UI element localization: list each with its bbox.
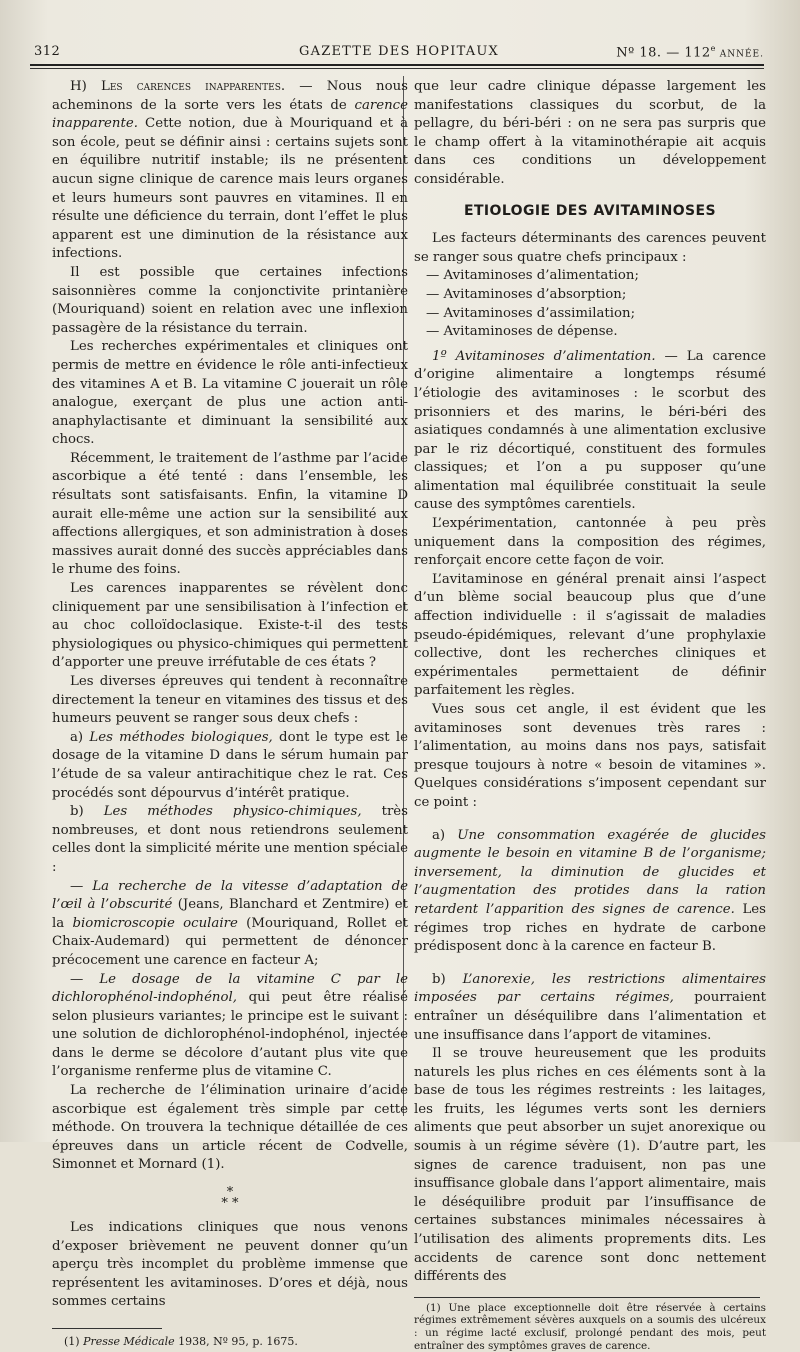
paragraph: La recherche de l’élimination urinaire d’acide ascorbique est également très simple par cette méthode. On trouvera la technique détaillée de ces épreuves dans un article récent de Codvelle, Simonnet et Mornard (1).: [52, 1083, 408, 1173]
paragraph-methodes-biologiques: [52, 729, 408, 803]
section-asterism: [52, 1185, 408, 1212]
emphasis: La recherche de la vitesse d’adaptation de l’œil à l’obscurité: [52, 878, 408, 913]
footnote: [52, 1335, 408, 1348]
paragraph: Les facteurs déterminants des carences peuvent se ranger sous quatre chefs principaux :: [414, 231, 766, 265]
emphasis: Presse Médicale: [83, 1335, 175, 1348]
paragraph-anorexie: [414, 971, 766, 1045]
paragraph: L’expérimentation, cantonnée à peu près uniquement dans la composition des régimes, renforçait encore cette façon de voir.: [414, 516, 766, 569]
text-run: Cette notion, due à Mouriquand et à son école, peut se définir ainsi : certains sujets sont en équilibre nutritif instable; ils ne présentent aucun signe clinique de carence mais leurs organes et leurs humeurs sont pauvres en vitamines. Il en résulte une déficience du terrain, dont l’effet le plus apparent est une diminution de la résistance aux infections.: [52, 116, 408, 262]
paragraph: Les carences inapparentes se révèlent donc cliniquement par une sensibilisation à l’infection et au choc colloïdoclasique. Existe-t-il des tests physiologiques ou physico-chimiques qui permettent d’apporter une preuve irréfutable de ces états ?: [52, 581, 408, 671]
text-run: a): [432, 827, 458, 843]
paragraph: Il se trouve heureusement que les produits naturels les plus riches en ces éléments sont à la base de tous les régimes restreints : les laitages, les fruits, les légumes verts sont les derniers aliments que peut absorber un sujet anorexique ou soumis à un régime sévère (1). D’autre part, les signes de carence traduisent, non pas une insuffisance globale dans l’apport alimentaire, mais le déséquilibre produit par l’insuffisance de certaines substances minimales nécessaires à l’utilisation des aliments proprements dits. Les accidents de carence sont donc nettement différents des: [414, 1046, 766, 1285]
paragraph: Il est possible que certaines infections saisonnières comme la conjonctivite printanière (Mouriquand) soient en relation avec une inflexion passagère de la résistance du terrain.: [52, 264, 408, 336]
text-run: a): [70, 729, 90, 745]
issue-sup: e: [710, 44, 716, 53]
issue-volume: — 112: [661, 45, 711, 61]
emphasis: L’anorexie, les restrictions alimentaires imposées par certains régimes,: [414, 971, 766, 1006]
text-run: qui peut être réalisé selon plusieurs variantes; le principe est le suivant : une solution de dichlorophénol-indophénol, injectée dans le derme se décolore d’autant plus vite que l’organisme renferme plus de vitamine C.: [52, 990, 408, 1080]
text-run: —: [70, 878, 93, 894]
issue-year-label: ANNÉE.: [715, 49, 764, 60]
paragraph: L’avitaminose en général prenait ainsi l’aspect d’un blème social beaucoup plus que d’une affection individuelle : il s’agissait de maladies pseudo-épidémiques, relevant d’une prophylaxie collective, dont les recherches cliniques et expérimentales permettaient de définir parfaitement les règles.: [414, 571, 766, 699]
text-run: (Jeans, Blanchard et Zentmire) et la: [52, 897, 408, 931]
footnote-rule: [414, 1297, 760, 1298]
right-column: [414, 78, 766, 1352]
text-run: 1938, Nº 95, p. 1675.: [174, 1335, 298, 1348]
list-item: — Avitaminoses d’absorption;: [426, 286, 627, 302]
left-column: [52, 78, 408, 1348]
paragraph-adaptation-oeil: [52, 878, 408, 971]
list-item: — Avitaminoses d’alimentation;: [426, 268, 639, 284]
text-run: pourraient entraîner un déséquilibre dans l’alimentation et une insuffisance dans l’apport de vitamines.: [414, 990, 767, 1043]
emphasis: carence inapparente.: [52, 97, 408, 132]
emphasis: Les méthodes biologiques,: [89, 729, 273, 745]
emphasis: Une consommation exagérée de glucides augmente le besoin en vitamine B de l’organisme; inversement, la diminution de glucides et l’augmentation des protides dans la ration retardent l’apparition des signes de carence.: [414, 827, 767, 917]
paragraph-methodes-physico-chimiques: [52, 803, 408, 877]
footnote-rule: [52, 1328, 162, 1329]
paragraph: Vues sous cet angle, il est évident que les avitaminoses sont devenues très rares : l’alimentation, au moins dans nos pays, satisfait presque toujours à notre « besoin de vitamines ». Quelques considérations s’imposent cependant sur ce point :: [414, 702, 766, 810]
text-run: — La carence d’origine alimentaire a longtemps résumé l’étiologie des avitaminoses : le scorbut des prisonniers et des marins, le béri-béri des asiatiques condamnés à une alimentation exclusive par le riz décortiqué, constituent des formules classiques; et l’on a pu supposer qu’une alimentation mal équilibrée constituait la seule cause des symptômes carentiels.: [414, 348, 767, 513]
asterism-top: *: [226, 1185, 234, 1201]
section-label: H) Les carences inapparentes.: [70, 79, 286, 94]
list-item: — Avitaminoses d’assimilation;: [426, 305, 636, 321]
paragraph: Récemment, le traitement de l’asthme par l’acide ascorbique a été tenté : dans l’ensemble, les résultats sont satisfaisants. Enfin, la vitamine D aurait elle-même une action sur la sensibilité aux affections allergiques, et son administration à doses massives aurait donné des succès appréciables dans le rhume des foins.: [52, 450, 408, 578]
text-run: dont le type est le dosage de la vitamine D dans le sérum humain par l’étude de sa valeur antirachitique chez le rat. Ces procédés sont dépourvus d’intérêt pratique.: [52, 729, 409, 801]
emphasis: biomicroscopie oculaire: [72, 915, 238, 931]
paragraph: Les recherches expérimentales et cliniques ont permis de mettre en évidence le rôle anti-infectieux des vitamines A et B. La vitamine C jouerait un rôle analogue, exerçant de plus une action anti-anaphylactisante et diminuant la sensibilité aux chocs.: [52, 339, 408, 448]
text-run: — Nous nous acheminons de la sorte vers les états de: [52, 79, 408, 113]
journal-title: GAZETTE DES HOPITAUX: [299, 44, 499, 59]
emphasis: Les méthodes physico-chimiques,: [103, 804, 362, 820]
paragraph-carences-inapparentes: [52, 78, 408, 264]
footnote: (1) Une place exceptionnelle doit être réservée à certains régimes extrêmement sévères auxquels on a soumis des ulcéreux : un régime lacté exclusif, prolongé pendant des mois, peut entraîner des symptômes graves de carence.: [414, 1301, 766, 1352]
emphasis: 1º Avitaminoses d’alimentation.: [432, 348, 656, 364]
paragraph-dosage-vitamine-c: [52, 971, 408, 1083]
section-heading: ETIOLOGIE DES AVITAMINOSES: [464, 202, 716, 219]
issue-number: Nº 18.: [616, 45, 662, 61]
text-run: Les régimes trop riches en hydrate de carbone prédisposent donc à la carence en facteur B.: [414, 901, 766, 955]
paragraph-consommation-glucides: [414, 827, 766, 957]
emphasis: Le dosage de la vitamine C par le dichlorophénol-indophénol,: [52, 971, 408, 1006]
header-rule-thick: [30, 64, 764, 66]
paragraph: Les indications cliniques que nous venons d’exposer brièvement ne peuvent donner qu’un aperçu très incomplet du problème immense que représentent les avitaminoses. D’ores et déjà, nous sommes certains: [52, 1220, 408, 1310]
text-run: —: [70, 971, 100, 987]
page-number: 312: [34, 44, 61, 59]
text-run: b): [70, 804, 104, 820]
list-item: — Avitaminoses de dépense.: [426, 324, 618, 340]
paragraph: que leur cadre clinique dépasse largement les manifestations classiques du scorbut, de la pellagre, du béri-béri : on ne sera pas surpris que le champ offert à la vitaminothérapie ait acquis dans ces conditions un développement considérable.: [414, 79, 766, 187]
text-run: très nombreuses, et dont nous retiendrons seulement celles dont la simplicité mérite une mention spéciale :: [52, 804, 408, 875]
paragraph: Les diverses épreuves qui tendent à reconnaître directement la teneur en vitamines des tissus et des humeurs peuvent se ranger sous deux chefs :: [52, 674, 408, 727]
paragraph-avitaminoses-alimentation: [414, 348, 766, 515]
issue-info: [616, 44, 764, 60]
text-run: (1): [64, 1335, 84, 1348]
text-run: b): [432, 971, 463, 987]
asterism-bottom: * *: [221, 1196, 239, 1212]
running-header: [34, 44, 764, 64]
text-run: (Mouriquand, Rollet et Chaix-Audemard) qui permettent de dénoncer précocement une carence en facteur A;: [52, 915, 408, 968]
header-rule-thin: [30, 68, 764, 69]
